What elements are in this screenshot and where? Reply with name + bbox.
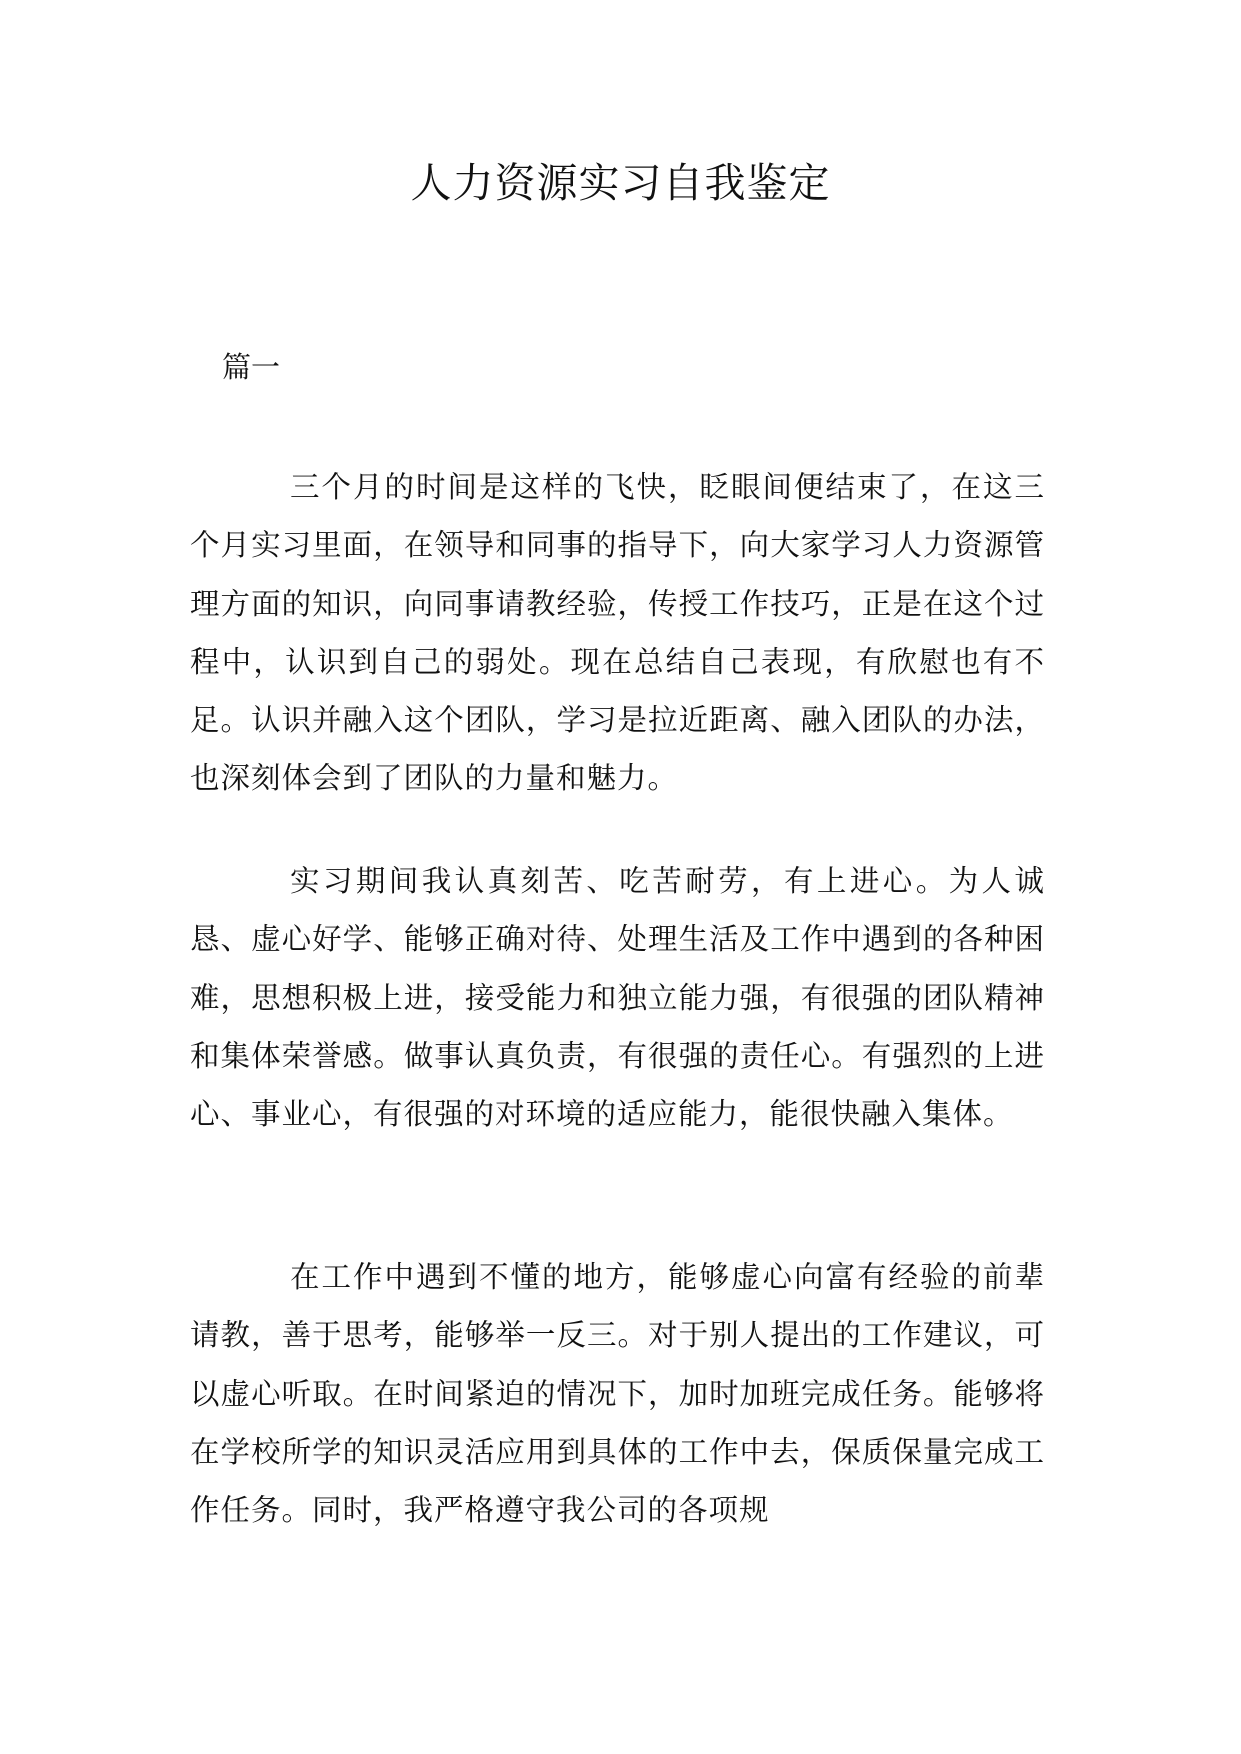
paragraph-3: 在工作中遇到不懂的地方，能够虚心向富有经验的前辈请教，善于思考，能够举一反三。对于别人提出的工作建议，可以虚心听取。在时间紧迫的情况下，加时加班完成任务。能够将在学校所学的知识灵活应用到具体的工作中去，保质保量完成工作任务。同时，我严格遵守我公司的各项规 xyxy=(190,1260,1045,1528)
paragraph-1: 三个月的时间是这样的飞快，眨眼间便结束了，在这三个月实习里面，在领导和同事的指导下，向大家学习人力资源管理方面的知识，向同事请教经验，传授工作技巧，正是在这个过程中，认识到自己的弱处。现在总结自己表现，有欣慰也有不足。认识并融入这个团队，学习是拉近距离、融入团队的办法，也深刻体会到了团队的力量和魅力。 xyxy=(190,470,1045,796)
paragraph-2: 实习期间我认真刻苦、吃苦耐劳，有上进心。为人诚恳、虚心好学、能够正确对待、处理生活及工作中遇到的各种困难，思想积极上进，接受能力和独立能力强，有很强的团队精神和集体荣誉感。做事认真负责，有很强的责任心。有强烈的上进心、事业心，有很强的对环境的适应能力，能很快融入集体。 xyxy=(190,864,1045,1132)
section-label: 篇一 xyxy=(222,350,281,384)
document-title: 人力资源实习自我鉴定 xyxy=(410,159,831,207)
